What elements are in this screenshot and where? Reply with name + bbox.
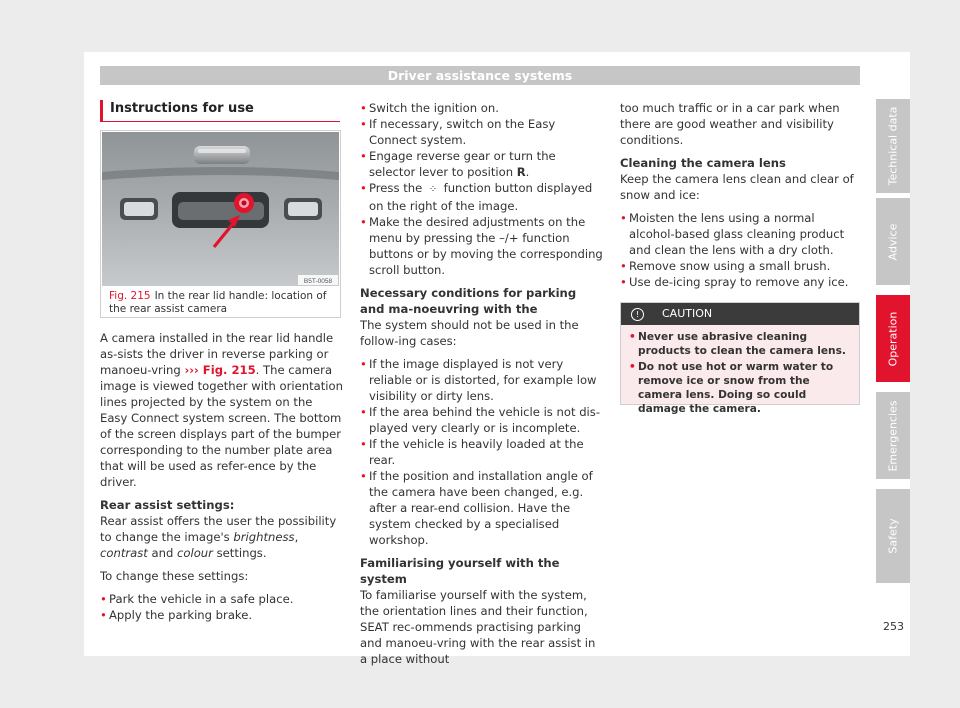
list-item: • Use de-icing spray to remove any ice. [620,274,861,290]
settings-brightness: brightness [233,530,295,544]
intro-text-cont: . The camera image is viewed together with orientation lines projected by the system on the Easy Connect system screen. The bottom of the screen displays part of the bumper corresponding to the number plate area that will be used as refer-ence by the driver. [100,363,343,489]
necessary-conditions-heading: Necessary conditions for parking and ma-noeuvring with the [360,286,577,316]
press-text-cont: function button displayed on the right of the image. [369,181,593,213]
cleaning-heading: Cleaning the camera lens [620,156,786,170]
cleaning-text: Keep the camera lens clean and clear of snow and ice: [620,172,854,202]
settings-heading: Rear assist settings: [100,498,235,512]
figure-reference-link[interactable]: ››› Fig. 215 [184,363,256,377]
column-1 [100,330,343,623]
figure-caption [109,290,334,316]
caution-body [621,325,859,416]
page-number: 253 [883,620,904,633]
tab-label: Advice [886,223,900,260]
list-item: • If necessary, switch on the Easy Connect system. [360,116,603,148]
tab-label: Technical data [886,106,900,186]
list-item: • Remove snow using a small brush. [620,258,861,274]
warning-icon: ! [631,308,644,321]
settings-and: and [147,546,178,560]
list-item: • Apply the parking brake. [100,607,343,623]
settings-end: settings. [212,546,267,560]
chapter-header: Driver assistance systems [100,66,860,85]
intro-text: A camera installed in the rear lid handle as-sists the driver in reverse parking or manoeu-vring [100,331,334,377]
list-item: • If the vehicle is heavily loaded at the rear. [360,436,603,468]
settings-paragraph [100,513,343,561]
section-title: Instructions for use [100,100,340,122]
caution-header [621,303,859,325]
intro-paragraph [100,330,343,490]
settings-function-icon: ⁘ [428,184,438,195]
familiarising-text: To familiarise yourself with the system, the orientation lines and their function, SEAT rec-ommends practising parking and manoeu-vring with the rear assist in a place without [360,588,596,666]
reverse-text: Engage reverse gear or turn the selector lever to position [369,149,556,179]
caution-title: CAUTION [662,307,713,320]
tab-technical-data[interactable] [876,99,910,193]
continued-text: too much traffic or in a car park when there are good weather and visibility conditions. [620,101,840,147]
column-2 [360,100,603,667]
reverse-end: . [525,165,530,179]
tab-label: Emergencies [886,399,900,472]
list-item: • Switch the ignition on. [360,100,603,116]
tab-label: Safety [886,518,900,554]
reverse-position: R [516,165,526,179]
caution-box [620,302,860,415]
familiarising-heading: Familiarising yourself with the system [360,556,560,586]
caution-item: • Do not use hot or warm water to remove ice or snow from the camera lens. Doing so could damage the camera. [629,360,851,416]
tab-emergencies[interactable] [876,392,910,479]
settings-colour: colour [177,546,213,560]
list-item: • Moisten the lens using a normal alcohol-based glass cleaning product and clean the lens with a dry cloth. [620,210,861,258]
press-text: Press the [369,181,426,195]
necessary-conditions-text: The system should not be used in the follow-ing cases: [360,318,579,348]
settings-sep: , [294,530,299,544]
figure-label: Fig. 215 [109,290,151,302]
figure [100,130,341,318]
tab-operation[interactable] [876,295,910,382]
list-item [360,180,603,214]
rear-lid-camera-illustration [102,132,339,286]
change-settings-text: To change these settings: [100,569,249,583]
settings-text: Rear assist offers the user the possibility to change the image's [100,514,337,544]
settings-contrast: contrast [100,546,148,560]
figure-caption-text: In the rear lid handle: location of the rear assist camera [109,290,327,315]
list-item [360,148,603,180]
list-item: • If the image displayed is not very reliable or is distorted, for example low visibility or dirty lens. [360,356,603,404]
caution-item: • Never use abrasive cleaning products to clean the camera lens. [629,330,851,358]
tab-advice[interactable] [876,198,910,285]
list-item: • Park the vehicle in a safe place. [100,591,343,607]
list-item: • Make the desired adjustments on the menu by pressing the –/+ function buttons or by moving the corresponding scroll button. [360,214,603,278]
tab-label: Operation [886,311,900,366]
list-item: • If the area behind the vehicle is not dis-played very clearly or is incomplete. [360,404,603,436]
list-item: • If the position and installation angle of the camera have been changed, e.g. after a rear-end collision. Have the system checked by a specialised workshop. [360,468,603,548]
column-3 [620,100,861,290]
tab-safety[interactable] [876,489,910,583]
figure-code: B5T-0058 [303,278,333,285]
